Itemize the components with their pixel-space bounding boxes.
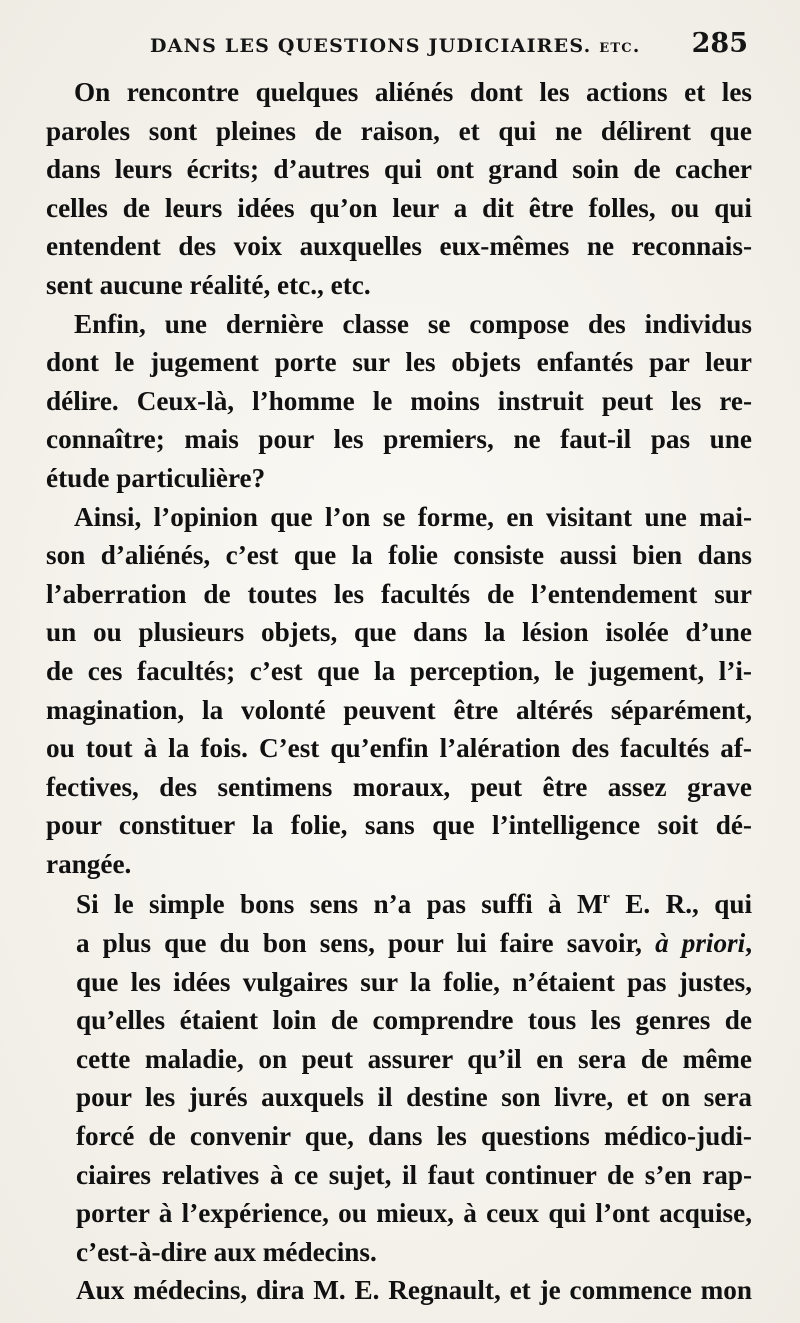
text-line: étude particulière? [46,462,266,493]
text-line: forcé de convenir que, dans les questions médico-judi- [76,1121,752,1152]
text-line: connaître; mais pour les premiers, ne faut-il pas une [46,424,752,455]
text-line: délire. Ceux-là, l’homme le moins instruit peut les re- [46,385,752,416]
text-line: c’est-à-dire aux médecins. [76,1236,377,1267]
running-head: DANS LES QUESTIONS JUDICIAIRES. etc. [150,35,641,57]
text-line: dont le jugement porte sur les objets enfantés par leur [46,347,752,378]
text-fragment: E. R., qui [609,889,753,920]
text-line: Aux médecins, dira M. E. Regnault, et je commence mon [76,1275,752,1306]
body-text [46,73,752,1310]
text-line: pour constituer la folie, sans que l’intelligence soit dé- [46,810,752,841]
text-line: Enfin, une dernière classe se compose des individus [74,308,752,339]
paragraph-4 [46,885,752,1271]
text-line: de ces facultés; c’est que la perception, le jugement, l’i- [46,655,752,686]
text-line: l’aberration de toutes les facultés de l’entendement sur [46,578,752,609]
superscript: r [602,888,610,908]
italic-phrase: à priori [655,928,746,959]
paragraph-3 [46,498,752,884]
text-line: entendent des voix auxquelles eux-mêmes ne reconnais- [46,231,752,262]
text-line: porter à l’expérience, ou mieux, à ceux qui l’ont acquise, [76,1198,752,1229]
text-line: magination, la volonté peuvent être altérés séparément, [46,694,752,725]
text-line: cette maladie, on peut assurer qu’il en sera de même [76,1043,752,1074]
text-line: Ainsi, l’opinion que l’on se forme, en visitant une mai- [74,501,752,532]
text-line: fectives, des sentimens moraux, peut être assez grave [46,771,752,802]
text-line: celles de leurs idées qu’on leur a dit être folles, ou qui [46,192,752,223]
text-fragment: Si le simple bons sens n’a pas suffi à M [76,889,603,920]
text-fragment: , [745,928,752,959]
text-line: sent aucune réalité, etc., etc. [46,269,371,300]
text-line: ciaires relatives à ce sujet, il faut continuer de s’en rap- [76,1159,752,1190]
text-line: qu’elles étaient loin de comprendre tous les genres de [76,1005,752,1036]
text-line: son d’aliénés, c’est que la folie consiste aussi bien dans [46,540,752,571]
text-line: que les idées vulgaires sur la folie, n’étaient pas justes, [76,966,752,997]
text-fragment: a plus que du bon sens, pour lui faire savoir, [76,928,656,959]
paragraph-5 [46,1271,752,1310]
paragraph-1 [46,73,752,305]
text-line [46,885,752,924]
text-line: paroles sont pleines de raison, et qui ne délirent que [46,115,752,146]
text-line: ou tout à la fois. C’est qu’enfin l’alération des facultés af- [46,733,752,764]
text-line: dans leurs écrits; d’autres qui ont grand soin de cacher [46,154,752,185]
page-header [150,28,748,68]
text-line [46,924,752,963]
text-line: On rencontre quelques aliénés dont les actions et les [74,77,752,107]
text-line: un ou plusieurs objets, que dans la lésion isolée d’une [46,617,752,648]
page-number: 285 [691,28,748,59]
paragraph-2 [46,305,752,498]
text-line: rangée. [46,848,132,879]
text-line: pour les jurés auxquels il destine son livre, et on sera [76,1082,752,1113]
